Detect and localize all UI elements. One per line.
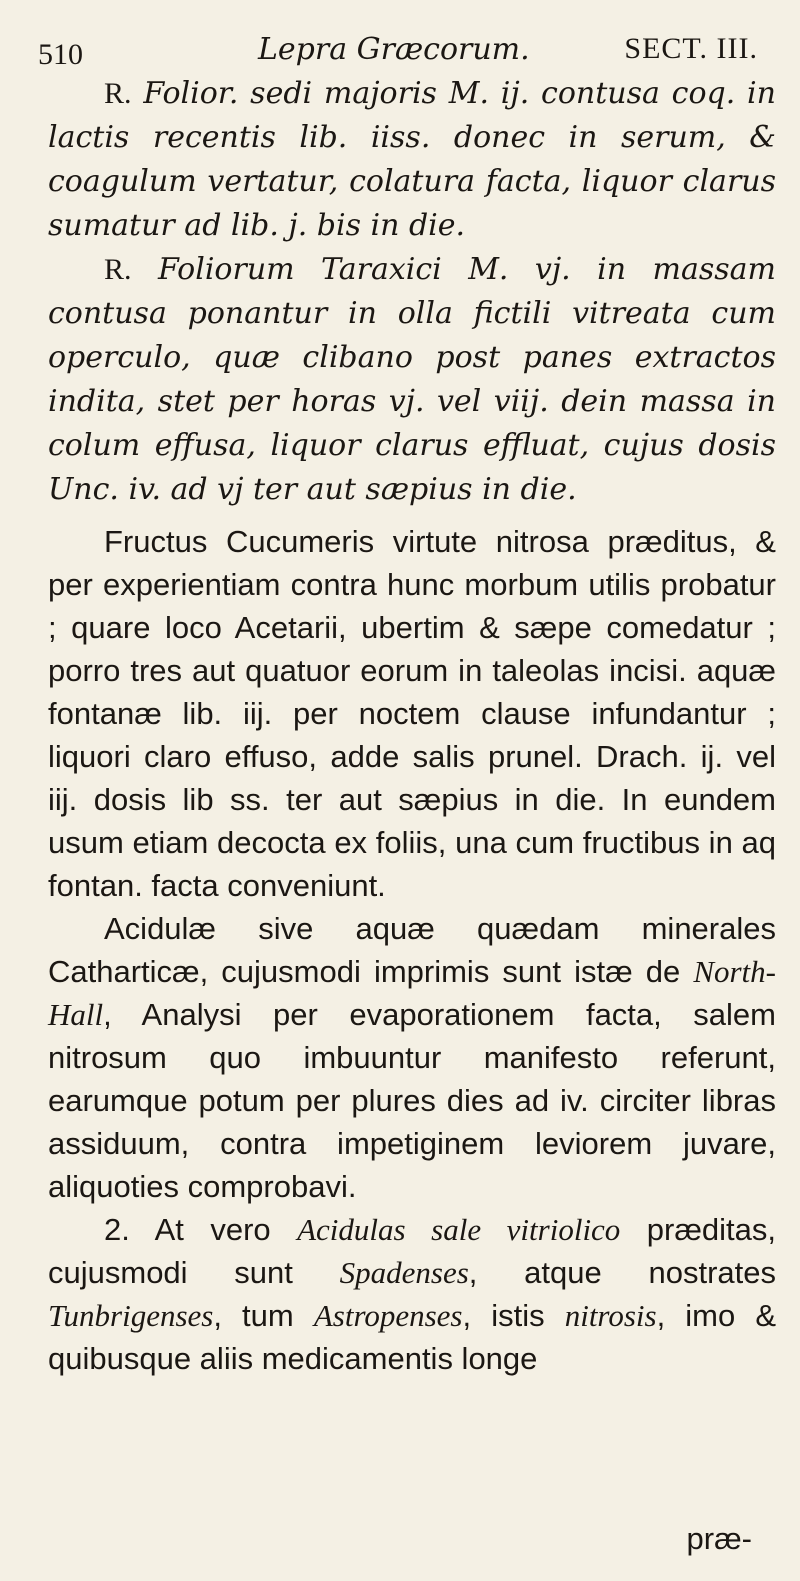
- recipe-symbol: R.: [104, 253, 132, 286]
- paragraph-vitriolic: [48, 1208, 776, 1380]
- page-number: 510: [38, 38, 83, 71]
- paragraph-text: , atque nostrates: [468, 1255, 776, 1290]
- catchword: præ-: [686, 1521, 752, 1556]
- paragraph-text: 2. At vero: [104, 1212, 298, 1247]
- italic-term: nitrosis: [564, 1298, 657, 1333]
- recipe-paragraph: [48, 248, 776, 512]
- italic-term: Spadenses: [339, 1255, 469, 1290]
- recipe-block: [48, 72, 776, 512]
- italic-term: Tunbrigenses: [48, 1298, 214, 1333]
- recipe-1: [48, 72, 776, 248]
- paragraph-text: Acidulæ sive aquæ quædam minerales Catharticæ, cujusmodi imprimis sunt istæ de: [48, 911, 776, 989]
- recipe-text: Folior. sedi majoris M. ij. contusa coq. in lactis recentis lib. iiss. donec in serum, & coagulum vertatur, colatura facta, liquor clarus sumatur ad lib. j. bis in die.: [48, 76, 776, 243]
- paragraph-text: , tum: [213, 1298, 314, 1333]
- section-label: SECT. III.: [624, 32, 758, 65]
- body-text: [48, 520, 776, 1380]
- paragraph-cucumeris: Fructus Cucumeris virtute nitrosa præditus, & per experientiam contra hunc morbum utilis probatur ; quare loco Acetarii, ubertim & sæpe comedatur ; porro tres aut quatuor eorum in taleolas incisi. aquæ fontanæ lib. iij. per noctem clause infundantur ; liquori claro effuso, adde salis prunel. Drach. ij. vel iij. dosis lib ss. ter aut sæpius in die. In eundem usum etiam decocta ex foliis, una cum fructibus in aq fontan. facta conveniunt.: [48, 524, 776, 903]
- italic-term: Acidulas sale vitriolico: [297, 1212, 621, 1247]
- recipe-symbol: R.: [104, 77, 132, 110]
- recipe-2: [48, 248, 776, 512]
- paragraph-text: , Analysi per evaporationem facta, salem nitrosum quo imbuuntur manifesto referunt, earumque potum per plures dies ad iv. circiter libras assiduum, contra impetiginem leviorem juvare, aliquoties comprobavi.: [48, 997, 776, 1204]
- running-title: Lepra Græcorum.: [258, 32, 530, 67]
- recipe-paragraph: [48, 72, 776, 248]
- paragraph-acidulae: [48, 907, 776, 1208]
- paragraph-text: , istis: [462, 1298, 565, 1333]
- place-name: North-Hall: [48, 954, 776, 1032]
- paragraph-text: præditas, cujusmodi sunt: [48, 1212, 776, 1290]
- paragraph-text: , imo & quibusque aliis medicamentis longe: [48, 1298, 777, 1376]
- italic-term: Astropenses: [313, 1298, 463, 1333]
- recipe-text: Foliorum Taraxici M. vj. in massam contusa ponantur in olla fictili vitreata cum operculo, quæ clibano post panes extractos indita, stet per horas vj. vel viij. dein massa in colum effusa, liquor clarus effluat, cujus dosis Unc. iv. ad vj ter aut sæpius in die.: [48, 252, 776, 507]
